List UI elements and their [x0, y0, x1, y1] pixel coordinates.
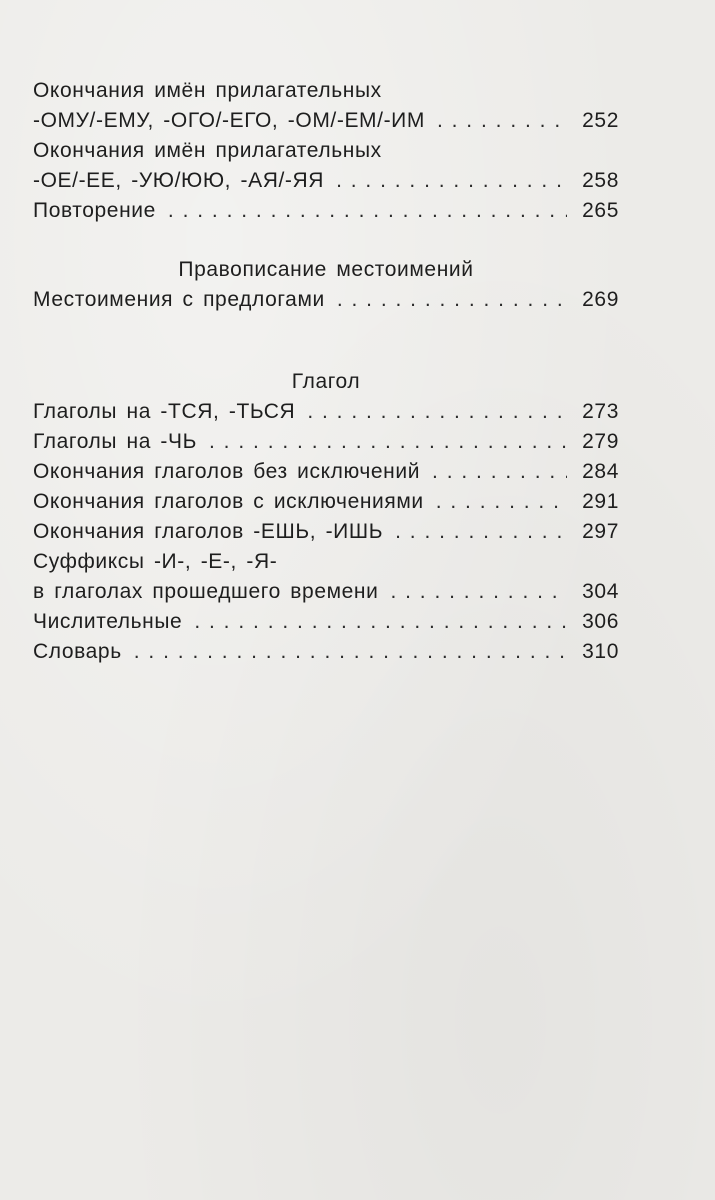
dot-leader: [134, 637, 567, 667]
dot-leader: [395, 517, 567, 547]
toc-entry-title: Словарь: [33, 640, 122, 663]
dot-leader: [336, 166, 567, 196]
toc-entry-title: -ОМУ/-ЕМУ, -ОГО/-ЕГО, -ОМ/-ЕМ/-ИМ: [33, 109, 425, 132]
dot-leader: [209, 427, 567, 457]
toc-page-number: 273: [582, 400, 619, 423]
toc-page-number: 310: [582, 640, 619, 663]
dot-leader: [390, 577, 567, 607]
toc-page-number: 304: [582, 580, 619, 603]
section-heading: Правописание местоимений: [178, 258, 474, 281]
toc-page-number: 306: [582, 610, 619, 633]
dot-leader: [436, 487, 567, 517]
toc-entry: [33, 106, 619, 136]
dot-leader: [194, 607, 567, 637]
toc-entry: [33, 196, 619, 226]
toc-entry-title: Числительные: [33, 610, 183, 633]
dot-leader: [168, 196, 567, 226]
toc-entry: [33, 427, 619, 457]
toc-entry-title: Местоимения с предлогами: [33, 288, 325, 311]
toc-page-number: 269: [582, 288, 619, 311]
toc-page-number: 265: [582, 199, 619, 222]
dot-leader: [432, 457, 567, 487]
dot-leader: [337, 285, 567, 315]
toc-page-number: 297: [582, 520, 619, 543]
toc-entry-title: Глаголы на -ТСЯ, -ТЬСЯ: [33, 400, 296, 423]
toc-entry-title: Глаголы на -ЧЬ: [33, 430, 198, 453]
table-of-contents: [33, 76, 619, 667]
toc-page-number: 252: [582, 109, 619, 132]
toc-entry-heading-line: Окончания имён прилагательных: [33, 79, 382, 102]
dot-leader: [307, 397, 567, 427]
toc-entry: [33, 637, 619, 667]
toc-entry-heading-line: Суффиксы -И-, -Е-, -Я-: [33, 550, 278, 573]
toc-entry: [33, 397, 619, 427]
toc-entry-title: Повторение: [33, 199, 156, 222]
toc-entry-title: -ОЕ/-ЕЕ, -УЮ/ЮЮ, -АЯ/-ЯЯ: [33, 169, 325, 192]
toc-entry: [33, 457, 619, 487]
toc-entry: [33, 517, 619, 547]
toc-entry-heading-line: Окончания имён прилагательных: [33, 139, 382, 162]
toc-page-number: 279: [582, 430, 619, 453]
toc-page-number: 291: [582, 490, 619, 513]
toc-entry: [33, 577, 619, 607]
toc-entry-title: Окончания глаголов -ЕШЬ, -ИШЬ: [33, 520, 384, 543]
toc-entry-title: в глаголах прошедшего времени: [33, 580, 379, 603]
toc-entry: [33, 285, 619, 315]
toc-page-number: 284: [582, 460, 619, 483]
toc-entry-title: Окончания глаголов с исключениями: [33, 490, 424, 513]
toc-entry-title: Окончания глаголов без исключений: [33, 460, 421, 483]
section-heading: Глагол: [291, 370, 361, 393]
toc-entry: [33, 607, 619, 637]
toc-page-number: 258: [582, 169, 619, 192]
toc-entry: [33, 487, 619, 517]
dot-leader: [437, 106, 567, 136]
toc-entry: [33, 166, 619, 196]
